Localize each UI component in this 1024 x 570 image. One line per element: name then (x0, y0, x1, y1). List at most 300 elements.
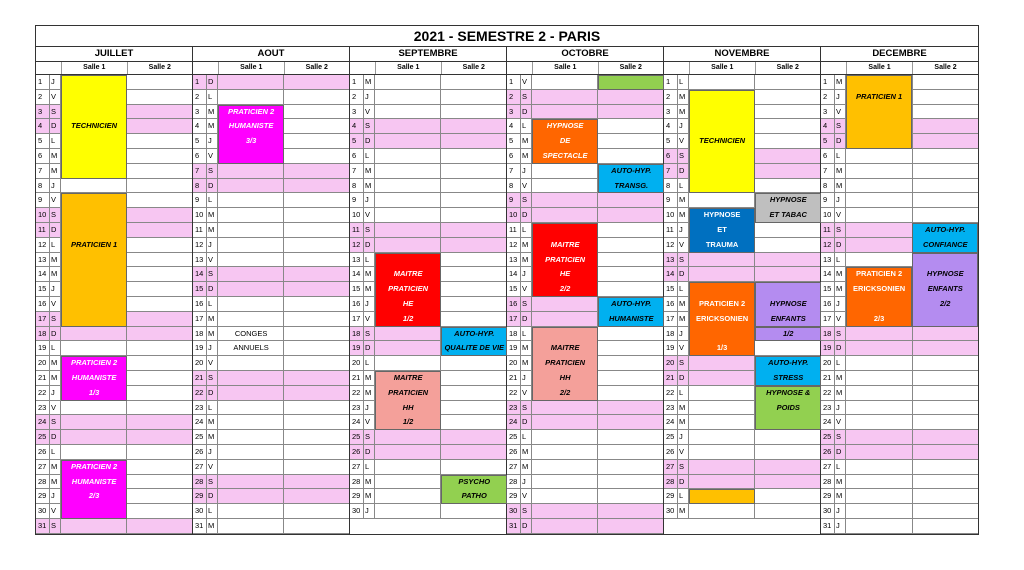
salle-2-cell[interactable] (913, 208, 979, 222)
salle-1-cell[interactable] (689, 356, 755, 370)
salle-1-cell[interactable] (218, 238, 284, 252)
day-row[interactable] (36, 415, 192, 430)
day-row[interactable] (193, 297, 349, 312)
day-row[interactable] (193, 445, 349, 460)
day-row[interactable] (193, 415, 349, 430)
salle-2-cell[interactable] (598, 119, 663, 133)
salle-2-cell[interactable] (913, 119, 979, 133)
salle-1-cell[interactable] (689, 460, 755, 474)
salle-2-cell[interactable] (598, 253, 663, 267)
course-block[interactable] (441, 475, 507, 505)
day-row[interactable] (664, 267, 820, 282)
salle-1-cell[interactable] (846, 208, 913, 222)
day-row[interactable] (821, 149, 978, 164)
salle-2-cell[interactable] (598, 105, 663, 119)
day-row[interactable] (193, 164, 349, 179)
salle-2-cell[interactable] (755, 341, 820, 355)
salle-1-cell[interactable] (532, 489, 598, 503)
salle-2-cell[interactable] (284, 105, 349, 119)
salle-2-cell[interactable] (598, 401, 663, 415)
salle-1-cell[interactable] (218, 460, 284, 474)
salle-2-cell[interactable] (755, 179, 820, 193)
day-row[interactable] (821, 460, 978, 475)
salle-2-cell[interactable] (755, 267, 820, 281)
salle-1-cell[interactable] (846, 149, 913, 163)
salle-2-cell[interactable] (284, 238, 349, 252)
salle-1-cell[interactable] (532, 297, 598, 311)
salle-2-cell[interactable] (755, 105, 820, 119)
day-row[interactable] (507, 475, 663, 490)
day-row[interactable] (350, 119, 506, 134)
salle-2-cell[interactable] (127, 105, 192, 119)
day-row[interactable] (350, 356, 506, 371)
course-block[interactable] (689, 282, 755, 356)
salle-1-cell[interactable] (375, 149, 441, 163)
salle-2-cell[interactable] (284, 460, 349, 474)
salle-1-cell[interactable] (689, 371, 755, 385)
day-row[interactable] (36, 179, 192, 194)
course-block[interactable] (61, 460, 127, 519)
salle-2-cell[interactable] (127, 430, 192, 444)
salle-1-cell[interactable] (375, 238, 441, 252)
salle-1-cell[interactable] (689, 193, 755, 207)
course-block[interactable] (441, 327, 507, 357)
day-row[interactable] (821, 386, 978, 401)
salle-1-cell[interactable] (846, 223, 913, 237)
salle-1-cell[interactable] (846, 430, 913, 444)
salle-2-cell[interactable] (913, 401, 979, 415)
salle-1-cell[interactable] (375, 208, 441, 222)
salle-2-cell[interactable] (127, 401, 192, 415)
salle-2-cell[interactable] (284, 134, 349, 148)
salle-2-cell[interactable] (913, 179, 979, 193)
salle-2-cell[interactable] (441, 267, 506, 281)
day-row[interactable] (193, 371, 349, 386)
salle-2-cell[interactable] (284, 504, 349, 518)
salle-1-cell[interactable] (846, 504, 913, 518)
salle-1-cell[interactable] (846, 179, 913, 193)
day-row[interactable] (193, 386, 349, 401)
day-row[interactable] (36, 341, 192, 356)
salle-1-cell[interactable] (689, 430, 755, 444)
day-row[interactable] (350, 460, 506, 475)
day-row[interactable] (821, 415, 978, 430)
salle-1-cell[interactable] (375, 489, 441, 503)
salle-2-cell[interactable] (441, 223, 506, 237)
course-block[interactable] (598, 75, 664, 90)
salle-2-cell[interactable] (127, 341, 192, 355)
course-block[interactable] (375, 253, 441, 327)
salle-1-cell[interactable] (689, 253, 755, 267)
salle-2-cell[interactable] (598, 90, 663, 104)
salle-1-cell[interactable] (61, 179, 127, 193)
salle-2-cell[interactable] (127, 119, 192, 133)
salle-1-cell[interactable] (689, 401, 755, 415)
salle-2-cell[interactable] (127, 504, 192, 518)
salle-1-cell[interactable] (61, 430, 127, 444)
salle-2-cell[interactable] (441, 179, 506, 193)
course-block[interactable] (689, 208, 755, 252)
day-row[interactable] (350, 430, 506, 445)
salle-1-cell[interactable] (218, 401, 284, 415)
salle-1-cell[interactable] (846, 401, 913, 415)
salle-2-cell[interactable] (441, 149, 506, 163)
salle-2-cell[interactable] (284, 149, 349, 163)
salle-1-cell[interactable] (532, 401, 598, 415)
salle-2-cell[interactable] (127, 327, 192, 341)
salle-2-cell[interactable] (441, 164, 506, 178)
salle-1-cell[interactable] (846, 356, 913, 370)
day-row[interactable] (193, 208, 349, 223)
salle-1-cell[interactable] (61, 401, 127, 415)
day-row[interactable] (193, 460, 349, 475)
salle-1-cell[interactable] (689, 75, 755, 89)
salle-1-cell[interactable] (375, 105, 441, 119)
course-block[interactable] (755, 386, 821, 430)
day-row[interactable] (507, 401, 663, 416)
salle-2-cell[interactable] (284, 401, 349, 415)
course-block[interactable] (755, 356, 821, 386)
course-block[interactable] (218, 105, 284, 164)
course-block[interactable] (532, 223, 598, 297)
salle-2-cell[interactable] (127, 282, 192, 296)
salle-2-cell[interactable] (127, 75, 192, 89)
day-row[interactable] (350, 164, 506, 179)
salle-1-cell[interactable] (61, 519, 127, 533)
day-row[interactable] (36, 519, 192, 534)
day-row[interactable] (193, 223, 349, 238)
salle-1-cell[interactable] (846, 371, 913, 385)
salle-1-cell[interactable] (532, 208, 598, 222)
day-row[interactable] (507, 193, 663, 208)
salle-1-cell[interactable] (846, 460, 913, 474)
salle-1-cell[interactable] (846, 238, 913, 252)
salle-2-cell[interactable] (441, 297, 506, 311)
salle-2-cell[interactable] (598, 445, 663, 459)
salle-2-cell[interactable] (127, 460, 192, 474)
salle-2-cell[interactable] (441, 460, 506, 474)
day-row[interactable] (664, 475, 820, 490)
day-row[interactable] (821, 401, 978, 416)
day-row[interactable] (193, 75, 349, 90)
salle-1-cell[interactable] (218, 90, 284, 104)
day-row[interactable] (664, 460, 820, 475)
day-row[interactable] (193, 504, 349, 519)
salle-2-cell[interactable] (598, 460, 663, 474)
salle-2-cell[interactable] (598, 267, 663, 281)
day-row[interactable] (821, 193, 978, 208)
salle-1-cell[interactable] (846, 253, 913, 267)
salle-2-cell[interactable] (284, 386, 349, 400)
day-row[interactable] (350, 223, 506, 238)
salle-1-cell[interactable] (218, 179, 284, 193)
salle-2-cell[interactable] (598, 475, 663, 489)
salle-2-cell[interactable] (127, 208, 192, 222)
day-row[interactable] (193, 90, 349, 105)
course-block[interactable] (912, 223, 978, 253)
salle-2-cell[interactable] (913, 415, 979, 429)
salle-2-cell[interactable] (127, 415, 192, 429)
course-block[interactable] (689, 90, 755, 194)
salle-2-cell[interactable] (755, 489, 820, 503)
salle-1-cell[interactable] (218, 475, 284, 489)
day-row[interactable] (664, 430, 820, 445)
salle-2-cell[interactable] (441, 401, 506, 415)
salle-1-cell[interactable] (846, 445, 913, 459)
salle-2-cell[interactable] (127, 134, 192, 148)
salle-2-cell[interactable] (284, 312, 349, 326)
salle-1-cell[interactable] (218, 223, 284, 237)
salle-2-cell[interactable] (598, 430, 663, 444)
salle-2-cell[interactable] (598, 327, 663, 341)
salle-1-cell[interactable] (375, 164, 441, 178)
salle-2-cell[interactable] (284, 90, 349, 104)
salle-2-cell[interactable] (598, 371, 663, 385)
salle-2-cell[interactable] (598, 356, 663, 370)
salle-2-cell[interactable] (127, 90, 192, 104)
salle-1-cell[interactable] (375, 445, 441, 459)
salle-1-cell[interactable] (532, 164, 598, 178)
day-row[interactable] (350, 445, 506, 460)
day-row[interactable] (193, 238, 349, 253)
course-block[interactable] (846, 75, 912, 149)
salle-2-cell[interactable] (598, 134, 663, 148)
salle-1-cell[interactable] (218, 356, 284, 370)
day-row[interactable] (36, 401, 192, 416)
day-row[interactable] (350, 134, 506, 149)
salle-1-cell[interactable] (218, 430, 284, 444)
salle-1-cell[interactable] (375, 223, 441, 237)
salle-2-cell[interactable] (913, 430, 979, 444)
salle-1-cell[interactable] (218, 297, 284, 311)
salle-2-cell[interactable] (913, 386, 979, 400)
salle-1-cell[interactable] (846, 489, 913, 503)
salle-2-cell[interactable] (284, 445, 349, 459)
salle-2-cell[interactable] (755, 430, 820, 444)
salle-2-cell[interactable] (913, 134, 979, 148)
salle-2-cell[interactable] (755, 460, 820, 474)
salle-2-cell[interactable] (441, 208, 506, 222)
day-row[interactable] (36, 445, 192, 460)
salle-2-cell[interactable] (755, 149, 820, 163)
day-row[interactable] (193, 489, 349, 504)
salle-2-cell[interactable] (755, 223, 820, 237)
salle-1-cell[interactable] (689, 475, 755, 489)
salle-2-cell[interactable] (598, 489, 663, 503)
salle-2-cell[interactable] (755, 253, 820, 267)
salle-1-cell[interactable] (846, 415, 913, 429)
salle-1-cell[interactable] (375, 90, 441, 104)
day-row[interactable] (193, 282, 349, 297)
salle-2-cell[interactable] (127, 356, 192, 370)
salle-2-cell[interactable] (441, 253, 506, 267)
salle-2-cell[interactable] (284, 75, 349, 89)
day-row[interactable] (507, 519, 663, 534)
salle-2-cell[interactable] (284, 327, 349, 341)
day-row[interactable] (507, 105, 663, 120)
salle-2-cell[interactable] (913, 460, 979, 474)
salle-1-cell[interactable] (532, 445, 598, 459)
salle-2-cell[interactable] (284, 371, 349, 385)
salle-2-cell[interactable] (441, 75, 506, 89)
salle-2-cell[interactable] (441, 105, 506, 119)
salle-1-cell[interactable] (61, 327, 127, 341)
salle-1-cell[interactable] (218, 445, 284, 459)
day-row[interactable] (821, 356, 978, 371)
salle-1-cell[interactable] (218, 164, 284, 178)
course-block[interactable] (598, 164, 664, 194)
day-row[interactable] (507, 90, 663, 105)
salle-1-cell[interactable] (846, 164, 913, 178)
day-row[interactable] (350, 105, 506, 120)
salle-2-cell[interactable] (441, 356, 506, 370)
course-block[interactable] (532, 119, 598, 163)
salle-2-cell[interactable] (284, 267, 349, 281)
salle-2-cell[interactable] (913, 356, 979, 370)
salle-1-cell[interactable] (218, 386, 284, 400)
salle-2-cell[interactable] (284, 430, 349, 444)
salle-2-cell[interactable] (913, 504, 979, 518)
day-row[interactable] (664, 253, 820, 268)
salle-2-cell[interactable] (127, 253, 192, 267)
salle-1-cell[interactable] (218, 504, 284, 518)
salle-2-cell[interactable] (127, 297, 192, 311)
salle-2-cell[interactable] (441, 238, 506, 252)
salle-2-cell[interactable] (755, 164, 820, 178)
salle-2-cell[interactable] (441, 430, 506, 444)
salle-2-cell[interactable] (598, 386, 663, 400)
salle-1-cell[interactable] (375, 475, 441, 489)
salle-2-cell[interactable] (284, 179, 349, 193)
course-block[interactable] (375, 371, 441, 430)
day-row[interactable] (350, 238, 506, 253)
salle-1-cell[interactable] (846, 193, 913, 207)
salle-2-cell[interactable] (127, 312, 192, 326)
day-row[interactable] (193, 312, 349, 327)
salle-1-cell[interactable] (218, 371, 284, 385)
day-row[interactable] (821, 371, 978, 386)
salle-2-cell[interactable] (755, 134, 820, 148)
salle-1-cell[interactable] (846, 341, 913, 355)
salle-2-cell[interactable] (127, 267, 192, 281)
salle-2-cell[interactable] (755, 445, 820, 459)
salle-1-cell[interactable] (218, 75, 284, 89)
day-row[interactable] (821, 164, 978, 179)
salle-1-cell[interactable] (218, 267, 284, 281)
salle-1-cell[interactable] (532, 415, 598, 429)
salle-2-cell[interactable] (441, 134, 506, 148)
salle-1-cell[interactable] (846, 327, 913, 341)
salle-1-cell[interactable] (846, 519, 913, 533)
salle-2-cell[interactable] (913, 327, 979, 341)
salle-2-cell[interactable] (441, 415, 506, 429)
course-block[interactable] (61, 356, 127, 400)
course-block[interactable] (598, 297, 664, 327)
day-row[interactable] (193, 193, 349, 208)
salle-1-cell[interactable] (375, 193, 441, 207)
salle-1-cell[interactable] (218, 489, 284, 503)
salle-2-cell[interactable] (127, 475, 192, 489)
day-row[interactable] (350, 193, 506, 208)
salle-2-cell[interactable] (913, 489, 979, 503)
salle-2-cell[interactable] (755, 238, 820, 252)
salle-2-cell[interactable] (913, 105, 979, 119)
course-block[interactable] (755, 327, 821, 342)
day-row[interactable] (350, 504, 506, 519)
salle-2-cell[interactable] (598, 149, 663, 163)
salle-1-cell[interactable] (532, 193, 598, 207)
salle-2-cell[interactable] (127, 386, 192, 400)
salle-2-cell[interactable] (913, 341, 979, 355)
salle-2-cell[interactable] (284, 489, 349, 503)
salle-1-cell[interactable] (218, 519, 284, 533)
salle-2-cell[interactable] (598, 415, 663, 429)
salle-2-cell[interactable] (913, 90, 979, 104)
salle-2-cell[interactable] (441, 445, 506, 459)
salle-2-cell[interactable] (441, 386, 506, 400)
salle-2-cell[interactable] (598, 223, 663, 237)
day-row[interactable] (821, 341, 978, 356)
salle-1-cell[interactable] (532, 504, 598, 518)
salle-2-cell[interactable] (598, 341, 663, 355)
salle-2-cell[interactable] (284, 193, 349, 207)
salle-2-cell[interactable] (284, 164, 349, 178)
day-row[interactable] (193, 430, 349, 445)
salle-2-cell[interactable] (441, 504, 506, 518)
day-row[interactable] (350, 208, 506, 223)
day-row[interactable] (821, 445, 978, 460)
salle-2-cell[interactable] (755, 504, 820, 518)
course-block[interactable] (61, 193, 127, 326)
day-row[interactable] (36, 430, 192, 445)
salle-2-cell[interactable] (284, 253, 349, 267)
salle-1-cell[interactable] (375, 356, 441, 370)
salle-1-cell[interactable] (218, 193, 284, 207)
course-block[interactable] (218, 327, 284, 357)
salle-1-cell[interactable] (375, 327, 441, 341)
salle-2-cell[interactable] (284, 415, 349, 429)
day-row[interactable] (193, 475, 349, 490)
salle-2-cell[interactable] (441, 193, 506, 207)
salle-2-cell[interactable] (441, 312, 506, 326)
day-row[interactable] (350, 75, 506, 90)
salle-2-cell[interactable] (441, 119, 506, 133)
day-row[interactable] (664, 504, 820, 519)
course-block[interactable] (846, 267, 912, 326)
day-row[interactable] (821, 489, 978, 504)
salle-1-cell[interactable] (218, 415, 284, 429)
day-row[interactable] (193, 519, 349, 534)
salle-1-cell[interactable] (61, 341, 127, 355)
salle-2-cell[interactable] (127, 489, 192, 503)
salle-2-cell[interactable] (598, 238, 663, 252)
salle-1-cell[interactable] (218, 312, 284, 326)
salle-1-cell[interactable] (689, 415, 755, 429)
day-row[interactable] (507, 445, 663, 460)
salle-2-cell[interactable] (127, 223, 192, 237)
salle-1-cell[interactable] (61, 415, 127, 429)
salle-2-cell[interactable] (441, 371, 506, 385)
course-block[interactable] (61, 75, 127, 179)
salle-2-cell[interactable] (913, 75, 979, 89)
salle-2-cell[interactable] (913, 519, 979, 533)
day-row[interactable] (193, 356, 349, 371)
salle-1-cell[interactable] (689, 445, 755, 459)
salle-1-cell[interactable] (375, 179, 441, 193)
course-block[interactable] (755, 193, 821, 223)
salle-2-cell[interactable] (913, 149, 979, 163)
salle-1-cell[interactable] (689, 267, 755, 281)
